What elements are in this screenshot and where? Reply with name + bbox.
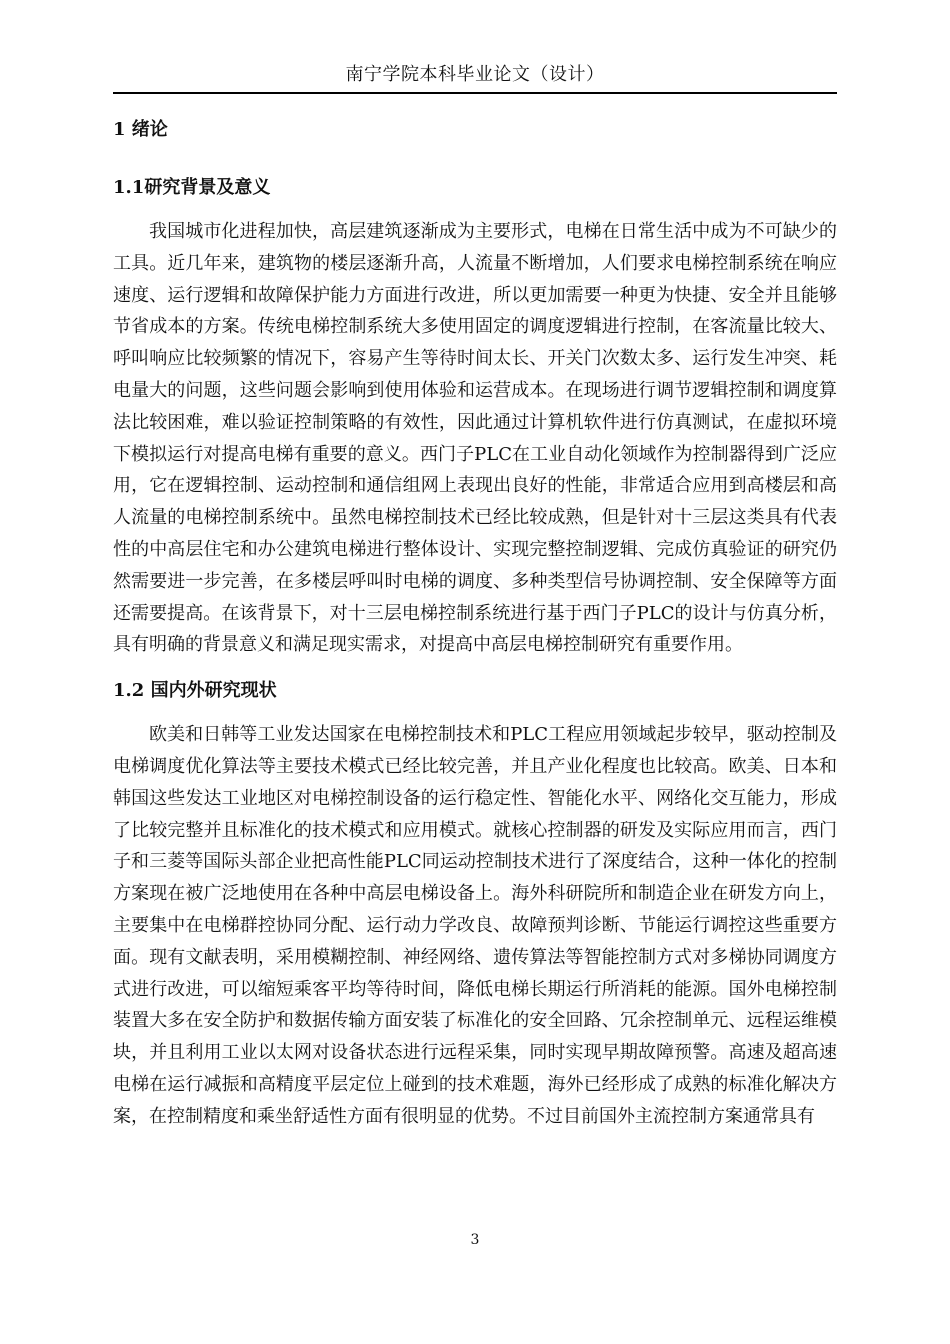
chapter-title: 1 绪论 bbox=[113, 119, 168, 140]
paragraph-research-status: 欧美和日韩等工业发达国家在电梯控制技术和PLC工程应用领域起步较早，驱动控制及电梯调度优化算法等主要技术模式已经比较完善，并且产业化程度也比较高。欧美、日本和韩国这些发达工业地区对电梯控制设备的运行稳定性、智能化水平、网络化交互能力，形成了比较完整并且标准化的技术模式和应用模式。就核心控制器的研发及实际应用而言，西门子和三菱等国际头部企业把高性能PLC同运动控制技术进行了深度结合，这种一体化的控制方案现在被广泛地使用在各种中高层电梯设备上。海外科研院所和制造企业在研发方向上，主要集中在电梯群控协同分配、运行动力学改良、故障预判诊断、节能运行调控这些重要方面。现有文献表明，采用模糊控制、神经网络、遗传算法等智能控制方式对多梯协同调度方式进行改进，可以缩短乘客平均等待时间，降低电梯长期运行所消耗的能源。国外电梯控制装置大多在安全防护和数据传输方面安装了标准化的安全回路、冗余控制单元、远程运维模块，并且利用工业以太网对设备状态进行远程采集，同时实现早期故障预警。高速及超高速电梯在运行减振和高精度平层定位上碰到的技术难题，海外已经形成了成熟的标准化解决方案，在控制精度和乘坐舒适性方面有很明显的优势。不过目前国外主流控制方案通常具有 bbox=[113, 724, 837, 1127]
page-number: 3 bbox=[470, 1232, 480, 1248]
paragraph-research-background: 我国城市化进程加快，高层建筑逐渐成为主要形式，电梯在日常生活中成为不可缺少的工具。近几年来，建筑物的楼层逐渐升高，人流量不断增加，人们要求电梯控制系统在响应速度、运行逻辑和故障保护能力方面进行改进，所以更加需要一种更为快捷、安全并且能够节省成本的方案。传统电梯控制系统大多使用固定的调度逻辑进行控制，在客流量比较大、呼叫响应比较频繁的情况下，容易产生等待时间太长、开关门次数太多、运行发生冲突、耗电量大的问题，这些问题会影响到使用体验和运营成本。在现场进行调节逻辑控制和调度算法比较困难，难以验证控制策略的有效性，因此通过计算机软件进行仿真测试，在虚拟环境下模拟运行对提高电梯有重要的意义。西门子PLC在工业自动化领域作为控制器得到广泛应用，它在逻辑控制、运动控制和通信组网上表现出良好的性能，非常适合应用到高楼层和高人流量的电梯控制系统中。虽然电梯控制技术已经比较成熟，但是针对十三层这类具有代表性的中高层住宅和办公建筑电梯进行整体设计、实现完整控制逻辑、完成仿真验证的研究仍然需要进一步完善，在多楼层呼叫时电梯的调度、多种类型信号协调控制、安全保障等方面还需要提高。在该背景下，对十三层电梯控制系统进行基于西门子PLC的设计与仿真分析，具有明确的背景意义和满足现实需求，对提高中高层电梯控制研究有重要作用。 bbox=[113, 221, 837, 656]
section-title-1-2: 1.2 国内外研究现状 bbox=[113, 680, 277, 702]
section-title-1-1: 1.1研究背景及意义 bbox=[113, 177, 271, 198]
running-header: 南宁学院本科毕业论文（设计） bbox=[113, 62, 837, 94]
body-text bbox=[113, 108, 837, 1133]
